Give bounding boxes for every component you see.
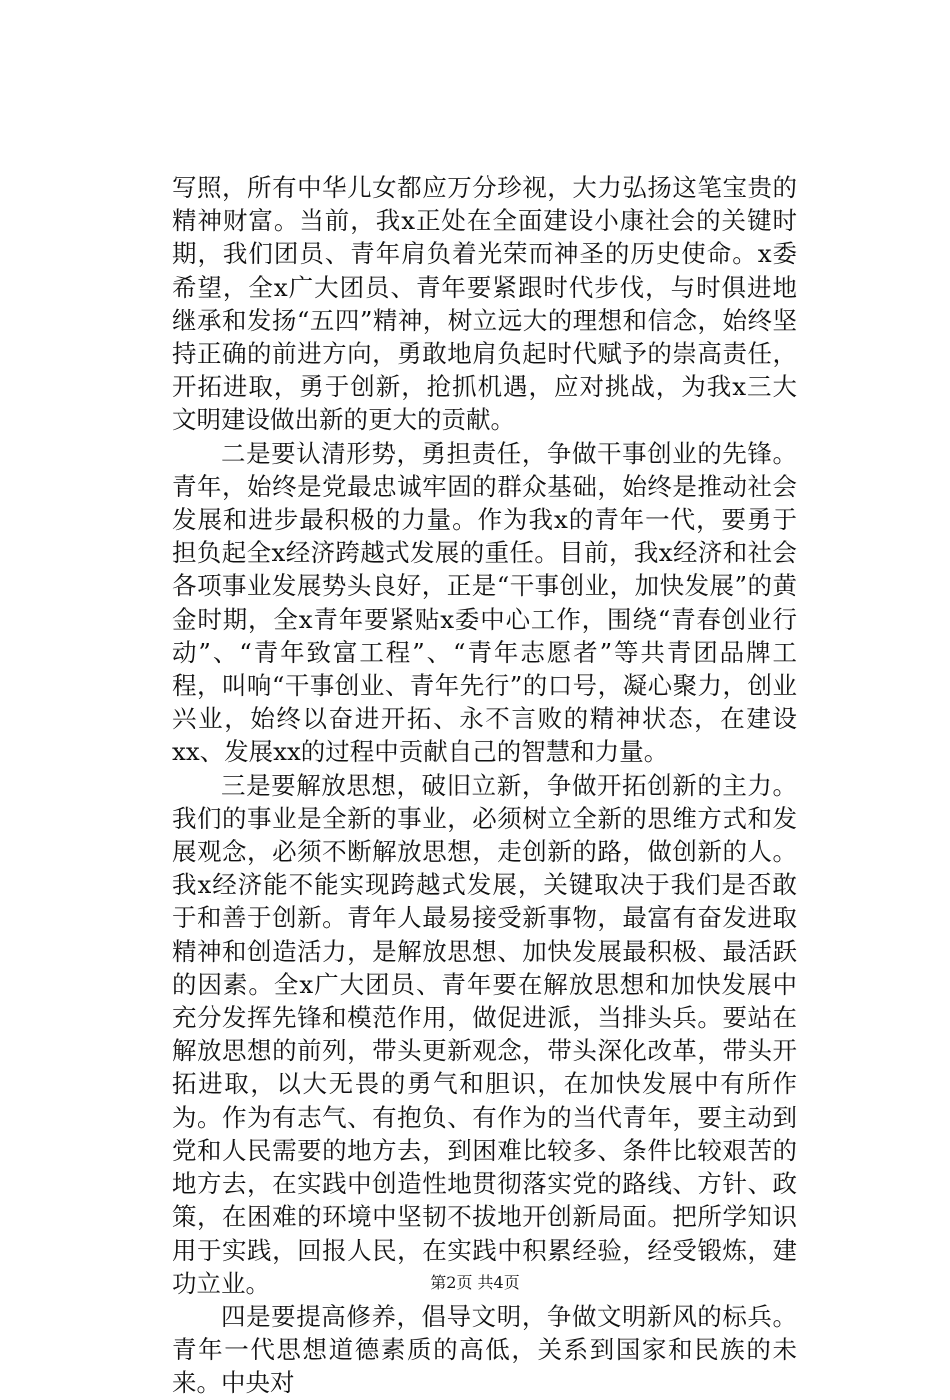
paragraph-2: 二是要认清形势，勇担责任，争做干事创业的先锋。青年，始终是党最忠诚牢固的群众基础，始终是推动社会发展和进步最积极的力量。作为我x的青年一代，要勇于担负起全x经济跨越式发展的重任。目前，我x经济和社会各项事业发展势头良好，正是“干事创业，加快发展”的黄金时期，全x青年要紧贴x委中心工作，围绕“青春创业行动”、“青年致富工程”、“青年志愿者”等共青团品牌工程，叫响“干事创业、青年先行”的口号，凝心聚力，创业兴业，始终以奋进开拓、永不言败的精神状态，在建设xx、发展xx的过程中贡献自己的智慧和力量。 [172, 438, 797, 767]
paragraph-4: 四是要提高修养，倡导文明，争做文明新风的标兵。青年一代思想道德素质的高低，关系到国家和民族的未来。中央对 [172, 1301, 797, 1398]
document-body [172, 171, 797, 1400]
paragraph-1: 写照，所有中华儿女都应万分珍视，大力弘扬这笔宝贵的精神财富。当前，我x正处在全面建设小康社会的关键时期，我们团员、青年肩负着光荣而神圣的历史使命。x委希望，全x广大团员、青年要紧跟时代步伐，与时俱进地继承和发扬“五四”精神，树立远大的理想和信念，始终坚持正确的前进方向，勇敢地肩负起时代赋予的崇高责任，开拓进取，勇于创新，抢抓机遇，应对挑战，为我x三大文明建设做出新的更大的贡献。 [172, 173, 797, 435]
page-number-footer: 第2页 共4页 [430, 1273, 520, 1292]
paragraph-3: 三是要解放思想，破旧立新，争做开拓创新的主力。我们的事业是全新的事业，必须树立全新的思维方式和发展观念，必须不断解放思想，走创新的路，做创新的人。我x经济能不能实现跨越式发展，关键取决于我们是否敢于和善于创新。青年人最易接受新事物，最富有奋发进取精神和创造活力，是解放思想、加快发展最积极、最活跃的因素。全x广大团员、青年要在解放思想和加快发展中充分发挥先锋和模范作用，做促进派，当排头兵。要站在解放思想的前列，带头更新观念，带头深化改革，带头开拓进取，以大无畏的勇气和胆识，在加快发展中有所作为。作为有志气、有抱负、有作为的当代青年，要主动到党和人民需要的地方去，到困难比较多、条件比较艰苦的地方去，在实践中创造性地贯彻落实党的路线、方针、政策，在困难的环境中坚韧不拔地开创新局面。把所学知识用于实践，回报人民，在实践中积累经验，经受锻炼，建功立业。 [172, 770, 797, 1298]
